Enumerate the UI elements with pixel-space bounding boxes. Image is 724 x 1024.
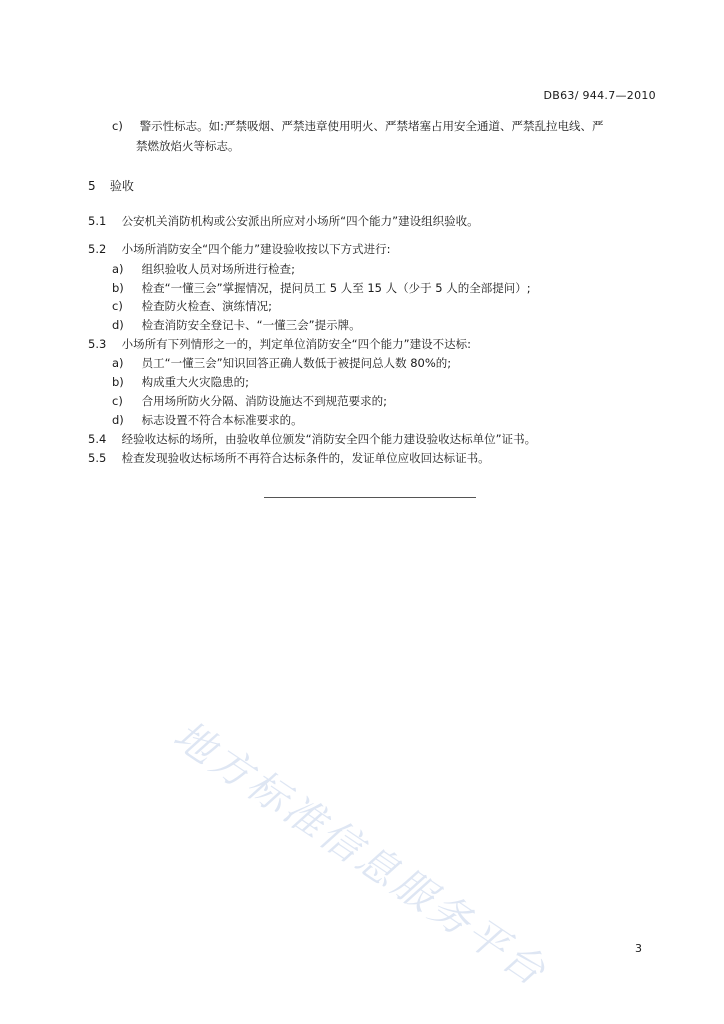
item-label: a): [112, 356, 124, 370]
list-item: [112, 261, 295, 277]
item-text: 合用场所防火分隔、消防设施达不到规范要求的;: [141, 394, 388, 408]
item-label: c): [112, 394, 123, 408]
clause-text: 小场所消防安全“四个能力”建设验收按以下方式进行:: [121, 242, 391, 256]
item-label: d): [112, 413, 124, 427]
clause-5-5: [88, 450, 490, 466]
item-text: 标志设置不符合本标准要求的。: [141, 413, 303, 427]
clause-text: 经验收达标的场所，由验收单位颁发“消防安全四个能力建设验收达标单位”证书。: [121, 432, 537, 446]
item-text: 组织验收人员对场所进行检查;: [141, 262, 296, 276]
page-number: 3: [635, 942, 642, 955]
item-label: a): [112, 262, 124, 276]
clause-5-4: [88, 431, 536, 447]
list-item: [112, 374, 249, 390]
clause-5-3: [88, 336, 471, 352]
clause-number: 5.5: [88, 451, 107, 465]
clause-5-1: [88, 213, 479, 229]
clause-5-2: [88, 241, 390, 257]
section-number: 5: [88, 179, 96, 193]
item-label: c): [112, 299, 123, 313]
item-text: 构成重大火灾隐患的;: [141, 375, 250, 389]
list-item: [112, 412, 303, 428]
item-label: d): [112, 318, 124, 332]
item-text: 检查消防安全登记卡、“一懂三会”提示牌。: [141, 318, 361, 332]
end-divider: [264, 497, 476, 498]
clause-text: 检查发现验收达标场所不再符合达标条件的，发证单位应收回达标证书。: [121, 451, 490, 465]
watermark: 地方标准信息服务平台: [165, 712, 556, 997]
clause-number: 5.2: [88, 242, 107, 256]
list-item: [112, 317, 361, 333]
clause-number: 5.1: [88, 214, 107, 228]
item-text: 警示性标志。如:严禁吸烟、严禁违章使用明火、严禁堵塞占用安全通道、严禁乱拉电线、严: [139, 119, 604, 133]
list-item: [112, 393, 387, 409]
clause-text: 公安机关消防机构或公安派出所应对小场所“四个能力”建设组织验收。: [121, 214, 479, 228]
clause-number: 5.4: [88, 432, 107, 446]
standard-code: DB63/ 944.7—2010: [543, 89, 656, 102]
list-item: [112, 355, 451, 371]
item-text: 检查“一懂三会”掌握情况，提问员工 5 人至 15 人（少于 5 人的全部提问）;: [141, 281, 531, 295]
clause-number: 5.3: [88, 337, 107, 351]
item-label: b): [112, 375, 124, 389]
section-title: 验收: [109, 179, 134, 193]
item-label: b): [112, 281, 124, 295]
list-item: [112, 118, 604, 134]
section-heading: [88, 178, 134, 194]
item-text: 检查防火检查、演练情况;: [141, 299, 273, 313]
list-item: [112, 298, 272, 314]
list-item: [112, 280, 531, 296]
item-text: 员工“一懂三会”知识回答正确人数低于被提问总人数 80%的;: [141, 356, 452, 370]
clause-text: 小场所有下列情形之一的，判定单位消防安全“四个能力”建设不达标:: [121, 337, 471, 351]
item-label: c): [112, 119, 123, 133]
item-text-continuation: 禁燃放焰火等标志。: [136, 139, 240, 153]
